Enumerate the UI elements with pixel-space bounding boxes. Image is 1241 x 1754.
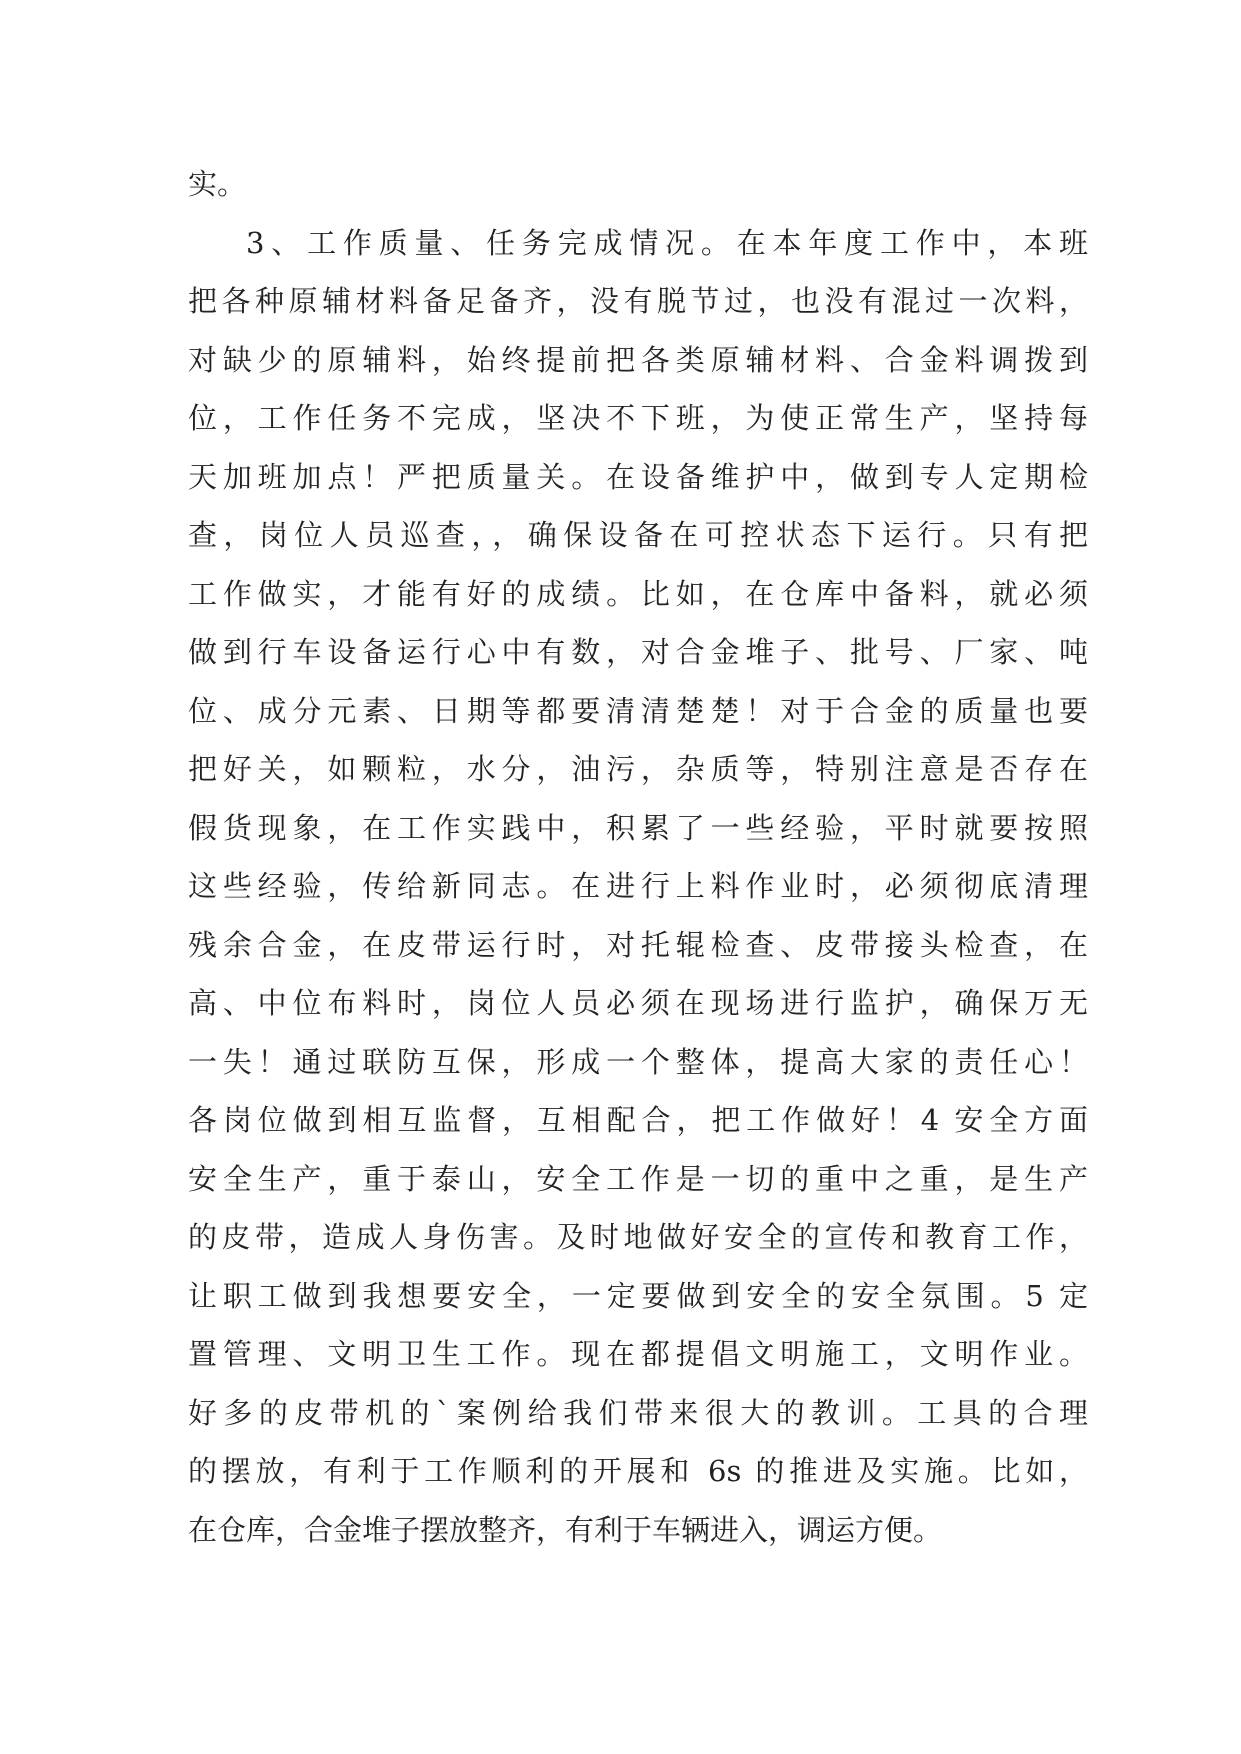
- text-line: 假货现象，在工作实践中，积累了一些经验，平时就要按照: [188, 810, 1088, 845]
- text-line: 把各种原辅材料备足备齐，没有脱节过，也没有混过一次料，: [188, 284, 1088, 318]
- text-line: 置管理、文明卫生工作。现在都提倡文明施工，文明作业。: [188, 1337, 1088, 1371]
- text-line: 天加班加点！严把质量关。在设备维护中，做到专人定期检: [188, 459, 1088, 494]
- text-line: 在仓库，合金堆子摆放整齐，有利于车辆进入，调运方便。: [188, 1512, 943, 1547]
- text-line: 对缺少的原辅料，始终提前把各类原辅材料、合金料调拨到: [188, 342, 1088, 377]
- text-line: 做到行车设备运行心中有数，对合金堆子、批号、厂家、吨: [188, 635, 1088, 669]
- text-line: 的皮带，造成人身伤害。及时地做好安全的宣传和教育工作，: [188, 1220, 1088, 1254]
- text-line: 位、成分元素、日期等都要清清楚楚！对于合金的质量也要: [188, 693, 1088, 728]
- paragraph-start-line: 3、工作质量、任务完成情况。在本年度工作中，本班: [246, 225, 1088, 260]
- text-line: 让职工做到我想要安全，一定要做到安全的安全氛围。5 定: [188, 1278, 1088, 1313]
- body-text: [188, 155, 1088, 1559]
- text-line: 安全生产，重于泰山，安全工作是一切的重中之重，是生产: [188, 1161, 1088, 1196]
- text-line: 这些经验，传给新同志。在进行上料作业时，必须彻底清理: [188, 869, 1088, 903]
- text-line: 工作做实，才能有好的成绩。比如，在仓库中备料，就必须: [188, 576, 1088, 611]
- text-line: 残余合金，在皮带运行时，对托辊检查、皮带接头检查，在: [188, 927, 1088, 962]
- text-line: 高、中位布料时，岗位人员必须在现场进行监护，确保万无: [188, 986, 1088, 1020]
- text-line: 实。: [188, 167, 247, 201]
- text-line: 查，岗位人员巡查，，确保设备在可控状态下运行。只有把: [188, 518, 1088, 552]
- text-line: 一失！通过联防互保，形成一个整体，提高大家的责任心！: [188, 1044, 1088, 1079]
- text-line: 各岗位做到相互监督，互相配合，把工作做好！4 安全方面: [188, 1103, 1088, 1137]
- text-line: 好多的皮带机的`案例给我们带来很大的教训。工具的合理: [188, 1395, 1088, 1430]
- text-line: 把好关，如颗粒，水分，油污，杂质等，特别注意是否存在: [188, 752, 1088, 786]
- text-line: 的摆放，有利于工作顺利的开展和 6s 的推进及实施。比如，: [188, 1454, 1088, 1488]
- text-line: 位，工作任务不完成，坚决不下班，为使正常生产，坚持每: [188, 401, 1088, 435]
